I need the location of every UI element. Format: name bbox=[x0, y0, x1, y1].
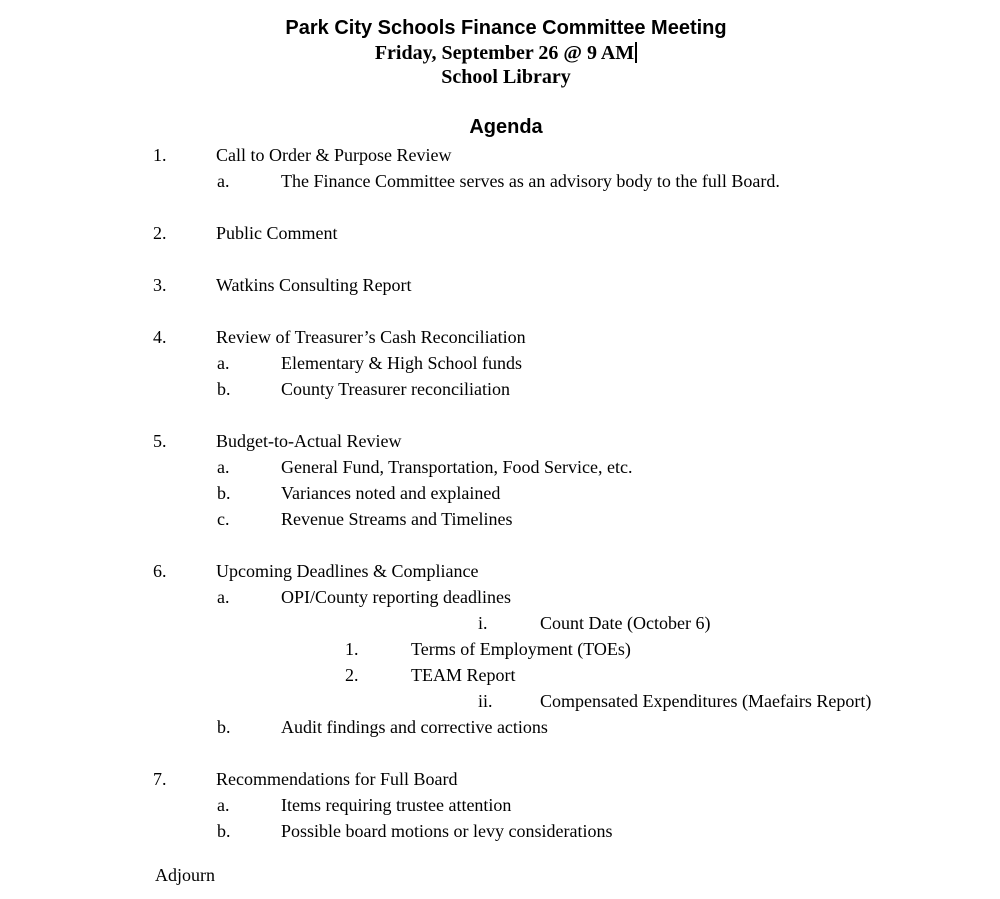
list-marker: a. bbox=[217, 457, 230, 477]
agenda-item[interactable] bbox=[0, 584, 1000, 610]
item-text[interactable]: Variances noted and explained bbox=[281, 483, 501, 503]
agenda-heading[interactable]: Agenda bbox=[469, 116, 543, 138]
agenda-item[interactable] bbox=[0, 428, 1000, 454]
item-text[interactable]: OPI/County reporting deadlines bbox=[281, 587, 511, 607]
item-text[interactable]: Recommendations for Full Board bbox=[216, 769, 458, 789]
agenda-item[interactable] bbox=[0, 636, 1000, 662]
document-title[interactable]: Park City Schools Finance Committee Meeting bbox=[285, 17, 727, 39]
document-datetime[interactable]: Friday, September 26 @ 9 AM bbox=[374, 42, 635, 64]
list-marker: 2. bbox=[153, 223, 167, 243]
list-marker: 1. bbox=[345, 639, 359, 659]
document-header bbox=[12, 17, 1000, 138]
list-marker: a. bbox=[217, 795, 230, 815]
item-text[interactable]: General Fund, Transportation, Food Service, etc. bbox=[281, 457, 633, 477]
text-cursor bbox=[635, 42, 637, 63]
list-marker: b. bbox=[217, 379, 231, 399]
item-text[interactable]: Items requiring trustee attention bbox=[281, 795, 512, 815]
agenda-item[interactable] bbox=[0, 766, 1000, 792]
item-text[interactable]: Upcoming Deadlines & Compliance bbox=[216, 561, 479, 581]
agenda-item[interactable] bbox=[0, 220, 1000, 246]
item-text[interactable]: Audit findings and corrective actions bbox=[281, 717, 548, 737]
agenda-item[interactable] bbox=[0, 862, 1000, 888]
list-marker: 3. bbox=[153, 275, 167, 295]
item-text[interactable]: Budget-to-Actual Review bbox=[216, 431, 402, 451]
list-marker: a. bbox=[217, 353, 230, 373]
agenda-item[interactable] bbox=[0, 558, 1000, 584]
item-text[interactable]: Revenue Streams and Timelines bbox=[281, 509, 513, 529]
agenda-item[interactable] bbox=[0, 350, 1000, 376]
agenda-item[interactable] bbox=[0, 506, 1000, 532]
item-text[interactable]: Terms of Employment (TOEs) bbox=[411, 639, 631, 659]
list-marker: 5. bbox=[153, 431, 167, 451]
item-text[interactable]: Possible board motions or levy considerations bbox=[281, 821, 613, 841]
list-marker: b. bbox=[217, 717, 231, 737]
agenda-item[interactable] bbox=[0, 480, 1000, 506]
agenda-item[interactable] bbox=[0, 324, 1000, 350]
list-marker: b. bbox=[217, 483, 231, 503]
item-text[interactable]: Public Comment bbox=[216, 223, 338, 243]
list-marker: 1. bbox=[153, 145, 167, 165]
item-text[interactable]: Call to Order & Purpose Review bbox=[216, 145, 452, 165]
agenda-item[interactable] bbox=[0, 376, 1000, 402]
agenda-item[interactable] bbox=[0, 688, 1000, 714]
item-text[interactable]: Adjourn bbox=[155, 865, 215, 885]
agenda-item[interactable] bbox=[0, 792, 1000, 818]
list-marker: 4. bbox=[153, 327, 167, 347]
list-marker: c. bbox=[217, 509, 230, 529]
agenda-item[interactable] bbox=[0, 272, 1000, 298]
list-marker: a. bbox=[217, 587, 230, 607]
item-text[interactable]: Review of Treasurer’s Cash Reconciliation bbox=[216, 327, 526, 347]
item-text[interactable]: TEAM Report bbox=[411, 665, 516, 685]
document-location[interactable]: School Library bbox=[441, 66, 571, 88]
item-text[interactable]: Watkins Consulting Report bbox=[216, 275, 412, 295]
agenda-item[interactable] bbox=[0, 454, 1000, 480]
list-marker: i. bbox=[478, 613, 488, 633]
list-marker: 7. bbox=[153, 769, 167, 789]
list-marker: ii. bbox=[478, 691, 493, 711]
list-marker: 2. bbox=[345, 665, 359, 685]
document-datetime-line[interactable] bbox=[12, 42, 1000, 64]
agenda-item[interactable] bbox=[0, 662, 1000, 688]
agenda-item[interactable] bbox=[0, 714, 1000, 740]
item-text[interactable]: The Finance Committee serves as an advisory body to the full Board. bbox=[281, 171, 780, 191]
agenda-item[interactable] bbox=[0, 168, 1000, 194]
item-text[interactable]: Compensated Expenditures (Maefairs Report) bbox=[540, 691, 872, 711]
agenda-item[interactable] bbox=[0, 818, 1000, 844]
agenda-list bbox=[0, 142, 1000, 888]
item-text[interactable]: County Treasurer reconciliation bbox=[281, 379, 510, 399]
list-marker: a. bbox=[217, 171, 230, 191]
list-marker: b. bbox=[217, 821, 231, 841]
agenda-item[interactable] bbox=[0, 610, 1000, 636]
list-marker: 6. bbox=[153, 561, 167, 581]
item-text[interactable]: Elementary & High School funds bbox=[281, 353, 522, 373]
agenda-item[interactable] bbox=[0, 142, 1000, 168]
item-text[interactable]: Count Date (October 6) bbox=[540, 613, 711, 633]
